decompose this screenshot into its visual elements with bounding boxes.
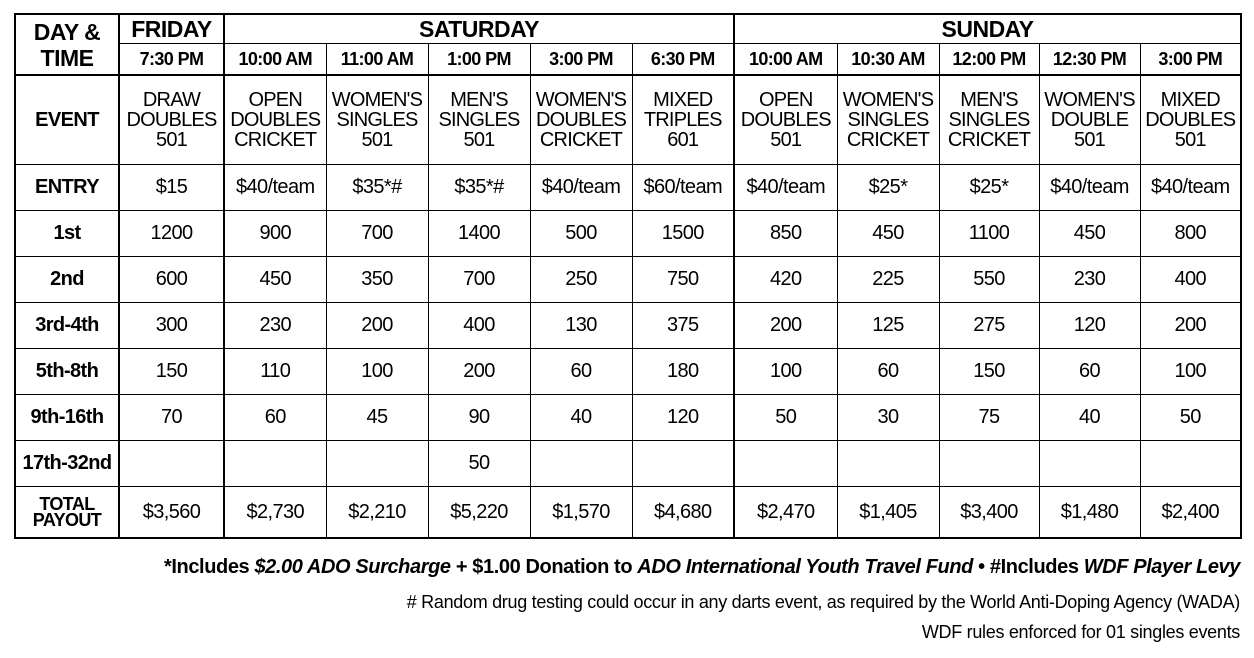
value-cell (326, 441, 428, 487)
value-cell: 50 (428, 441, 530, 487)
value-cell: 400 (1140, 257, 1241, 303)
value-cell: 110 (224, 349, 326, 395)
value-cell: 200 (1140, 303, 1241, 349)
value-cell: 800 (1140, 211, 1241, 257)
value-cell: $35*# (326, 165, 428, 211)
value-cell: 850 (734, 211, 837, 257)
total-cell: $1,480 (1039, 487, 1140, 539)
value-cell: 50 (734, 395, 837, 441)
value-cell: 1200 (119, 211, 224, 257)
value-cell: 450 (837, 211, 939, 257)
value-cell: 375 (632, 303, 734, 349)
value-cell: 125 (837, 303, 939, 349)
value-cell: 150 (119, 349, 224, 395)
event-row (15, 75, 1241, 165)
time-cell: 12:00 PM (939, 44, 1039, 76)
value-cell: $25* (939, 165, 1039, 211)
value-cell: 500 (530, 211, 632, 257)
time-cell: 3:00 PM (1140, 44, 1241, 76)
event-cell: MEN'S SINGLES CRICKET (939, 75, 1039, 165)
total-cell: $2,400 (1140, 487, 1241, 539)
value-cell: 200 (734, 303, 837, 349)
value-cell: 900 (224, 211, 326, 257)
value-cell: 70 (119, 395, 224, 441)
value-cell: 300 (119, 303, 224, 349)
event-cell: MIXED DOUBLES 501 (1140, 75, 1241, 165)
time-cell: 12:30 PM (1039, 44, 1140, 76)
value-cell: 45 (326, 395, 428, 441)
value-cell (939, 441, 1039, 487)
event-cell: DRAW DOUBLES 501 (119, 75, 224, 165)
value-cell: 100 (734, 349, 837, 395)
value-cell: 30 (837, 395, 939, 441)
value-cell (734, 441, 837, 487)
value-cell: 60 (530, 349, 632, 395)
value-cell: $40/team (224, 165, 326, 211)
event-cell: OPEN DOUBLES CRICKET (224, 75, 326, 165)
time-cell: 3:00 PM (530, 44, 632, 76)
row-label: 5th-8th (15, 349, 119, 395)
time-cell: 10:00 AM (224, 44, 326, 76)
time-cell: 7:30 PM (119, 44, 224, 76)
value-cell: $15 (119, 165, 224, 211)
value-cell: 1100 (939, 211, 1039, 257)
day-sunday: SUNDAY (734, 14, 1241, 44)
drug-testing-footnote: # Random drug testing could occur in any darts event, as required by the World Anti-Doping Agency (WADA) (406, 592, 1240, 612)
value-cell: 250 (530, 257, 632, 303)
second-place-row (15, 257, 1241, 303)
value-cell: 230 (224, 303, 326, 349)
event-cell: MIXED TRIPLES 601 (632, 75, 734, 165)
value-cell: 130 (530, 303, 632, 349)
time-cell: 11:00 AM (326, 44, 428, 76)
event-cell: WOMEN'S SINGLES 501 (326, 75, 428, 165)
value-cell: 50 (1140, 395, 1241, 441)
value-cell: $40/team (1140, 165, 1241, 211)
value-cell: 450 (224, 257, 326, 303)
row-label: 2nd (15, 257, 119, 303)
seventeenth-thirtysecond-row (15, 441, 1241, 487)
value-cell: 420 (734, 257, 837, 303)
value-cell: 40 (1039, 395, 1140, 441)
value-cell: 60 (837, 349, 939, 395)
total-cell: $5,220 (428, 487, 530, 539)
value-cell: 120 (632, 395, 734, 441)
day-header-row (15, 14, 1241, 44)
row-label: 3rd-4th (15, 303, 119, 349)
value-cell (1039, 441, 1140, 487)
total-cell: $1,570 (530, 487, 632, 539)
ninth-sixteenth-row (15, 395, 1241, 441)
row-label: 9th-16th (15, 395, 119, 441)
total-payout-row (15, 487, 1241, 539)
total-cell: $2,210 (326, 487, 428, 539)
value-cell: 200 (326, 303, 428, 349)
value-cell: 90 (428, 395, 530, 441)
value-cell: $35*# (428, 165, 530, 211)
value-cell: 600 (119, 257, 224, 303)
value-cell: $60/team (632, 165, 734, 211)
value-cell (224, 441, 326, 487)
value-cell: 700 (326, 211, 428, 257)
row-label: EVENT (15, 75, 119, 165)
value-cell: 350 (326, 257, 428, 303)
value-cell: $25* (837, 165, 939, 211)
row-label: 1st (15, 211, 119, 257)
prize-schedule-table (14, 13, 1242, 539)
value-cell: 275 (939, 303, 1039, 349)
value-cell: 75 (939, 395, 1039, 441)
total-cell: $2,470 (734, 487, 837, 539)
day-time-label: DAY & TIME (15, 14, 119, 75)
time-cell: 10:00 AM (734, 44, 837, 76)
value-cell: 150 (939, 349, 1039, 395)
value-cell: 230 (1039, 257, 1140, 303)
value-cell: 1400 (428, 211, 530, 257)
row-label: TOTAL PAYOUT (15, 487, 119, 539)
time-cell: 1:00 PM (428, 44, 530, 76)
time-header-row (15, 44, 1241, 76)
event-cell: OPEN DOUBLES 501 (734, 75, 837, 165)
value-cell: 60 (224, 395, 326, 441)
value-cell: 400 (428, 303, 530, 349)
value-cell: 450 (1039, 211, 1140, 257)
value-cell: $40/team (1039, 165, 1140, 211)
value-cell (119, 441, 224, 487)
third-fourth-row (15, 303, 1241, 349)
entry-row (15, 165, 1241, 211)
day-friday: FRIDAY (119, 14, 224, 44)
event-cell: WOMEN'S SINGLES CRICKET (837, 75, 939, 165)
value-cell: 60 (1039, 349, 1140, 395)
value-cell (530, 441, 632, 487)
value-cell: $40/team (530, 165, 632, 211)
value-cell (837, 441, 939, 487)
time-cell: 6:30 PM (632, 44, 734, 76)
value-cell: 200 (428, 349, 530, 395)
value-cell: $40/team (734, 165, 837, 211)
row-label: 17th-32nd (15, 441, 119, 487)
value-cell: 550 (939, 257, 1039, 303)
value-cell: 40 (530, 395, 632, 441)
event-cell: MEN'S SINGLES 501 (428, 75, 530, 165)
surcharge-footnote: *Includes $2.00 ADO Surcharge + $1.00 Donation to ADO International Youth Travel Fund • #Includes WDF Player Levy (163, 556, 1240, 578)
first-place-row (15, 211, 1241, 257)
value-cell (1140, 441, 1241, 487)
total-cell: $1,405 (837, 487, 939, 539)
row-label: ENTRY (15, 165, 119, 211)
value-cell: 750 (632, 257, 734, 303)
value-cell: 225 (837, 257, 939, 303)
event-cell: WOMEN'S DOUBLES CRICKET (530, 75, 632, 165)
value-cell: 100 (1140, 349, 1241, 395)
value-cell: 100 (326, 349, 428, 395)
day-saturday: SATURDAY (224, 14, 734, 44)
value-cell: 180 (632, 349, 734, 395)
time-cell: 10:30 AM (837, 44, 939, 76)
event-cell: WOMEN'S DOUBLE 501 (1039, 75, 1140, 165)
wdf-rules-footnote: WDF rules enforced for 01 singles events (921, 622, 1240, 642)
total-cell: $2,730 (224, 487, 326, 539)
total-cell: $3,400 (939, 487, 1039, 539)
total-cell: $3,560 (119, 487, 224, 539)
fifth-eighth-row (15, 349, 1241, 395)
value-cell: 1500 (632, 211, 734, 257)
value-cell (632, 441, 734, 487)
value-cell: 700 (428, 257, 530, 303)
total-cell: $4,680 (632, 487, 734, 539)
value-cell: 120 (1039, 303, 1140, 349)
